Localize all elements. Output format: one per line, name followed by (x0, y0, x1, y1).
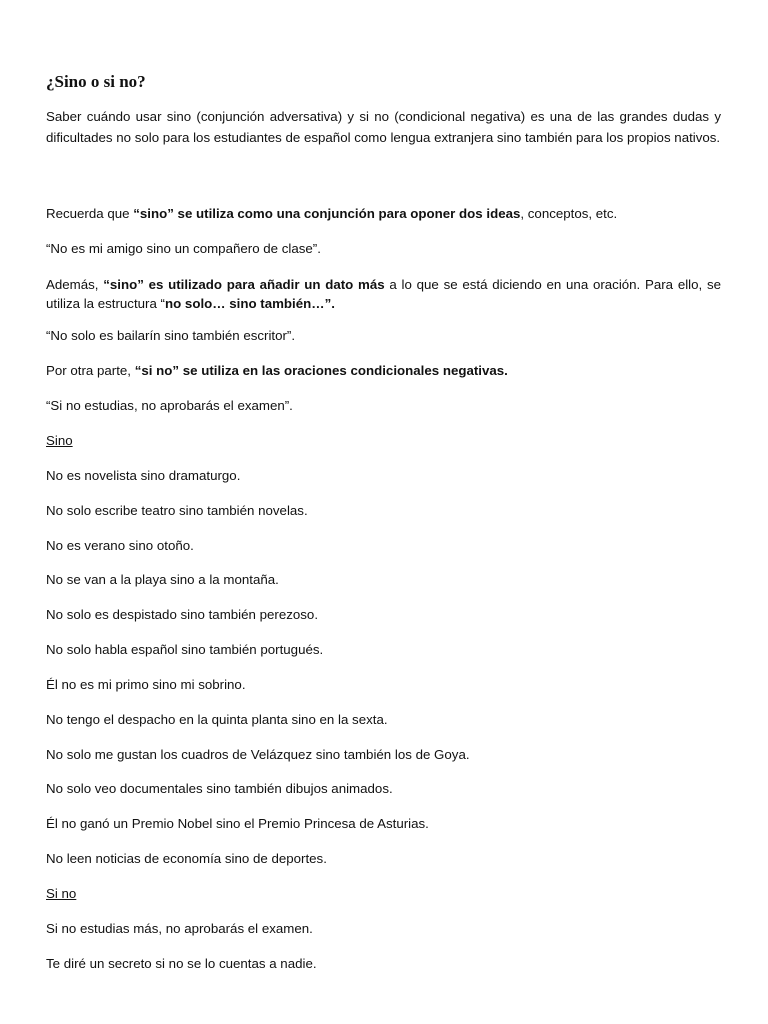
rule-sino-add (46, 275, 721, 313)
example-line: “No es mi amigo sino un compañero de clase”. (46, 241, 321, 256)
list-item: No tengo el despacho en la quinta planta sino en la sexta. (46, 712, 388, 727)
list-item: No solo es despistado sino también perezoso. (46, 607, 319, 622)
list-item: No solo me gustan los cuadros de Velázquez sino también los de Goya. (46, 747, 470, 762)
list-item: No se van a la playa sino a la montaña. (46, 572, 279, 587)
list-item: Él no es mi primo sino mi sobrino. (46, 677, 246, 692)
example-line: “Si no estudias, no aprobarás el examen”. (46, 398, 293, 413)
rule-text-bold: “sino” es utilizado para añadir un dato más (103, 277, 385, 292)
rule-text-bold: no solo… sino también… (164, 296, 325, 311)
intro-paragraph: Saber cuándo usar sino (conjunción adversativa) y si no (condicional negativa) es una de las grandes dudas y dificultades no solo para los estudiantes de español como lengua extranjera sino también para los propios nativos. (46, 109, 721, 145)
list-item: No solo veo documentales sino también dibujos animados. (46, 781, 393, 796)
rule-text: , conceptos, etc. (520, 206, 618, 221)
rule-text: Además, (46, 277, 104, 292)
rule-text: a lo que se está diciendo en una oración. Para ello, se utiliza la estructura “ (46, 277, 721, 311)
list-item: Te diré un secreto si no se lo cuentas a nadie. (46, 956, 317, 971)
list-item: No es novelista sino dramaturgo. (46, 468, 241, 483)
rule-text-bold: “sino” se utiliza como una conjunción para oponer dos ideas (133, 206, 521, 221)
document-page (46, 0, 721, 1024)
rule-si-no (46, 362, 721, 380)
rule-text: Recuerda que (46, 206, 134, 221)
example-line: “No solo es bailarín sino también escritor”. (46, 328, 296, 343)
list-item: Si no estudias más, no aprobarás el examen. (46, 921, 313, 936)
list-item: Él no ganó un Premio Nobel sino el Premio Princesa de Asturias. (46, 816, 429, 831)
rule-text-bold: ”. (324, 296, 335, 311)
section-heading-si-no: Si no (46, 886, 77, 901)
document-title: ¿Sino o si no? (46, 72, 146, 91)
rule-text: Por otra parte, (46, 363, 135, 378)
list-item: No solo habla español sino también portugués. (46, 642, 324, 657)
list-item: No es verano sino otoño. (46, 538, 194, 553)
section-heading-sino: Sino (46, 433, 73, 448)
list-item: No leen noticias de economía sino de deportes. (46, 851, 327, 866)
list-item: No solo escribe teatro sino también novelas. (46, 503, 308, 518)
rule-sino-oppose (46, 205, 721, 223)
rule-text-bold: “si no” se utiliza en las oraciones condicionales negativas. (134, 363, 508, 378)
